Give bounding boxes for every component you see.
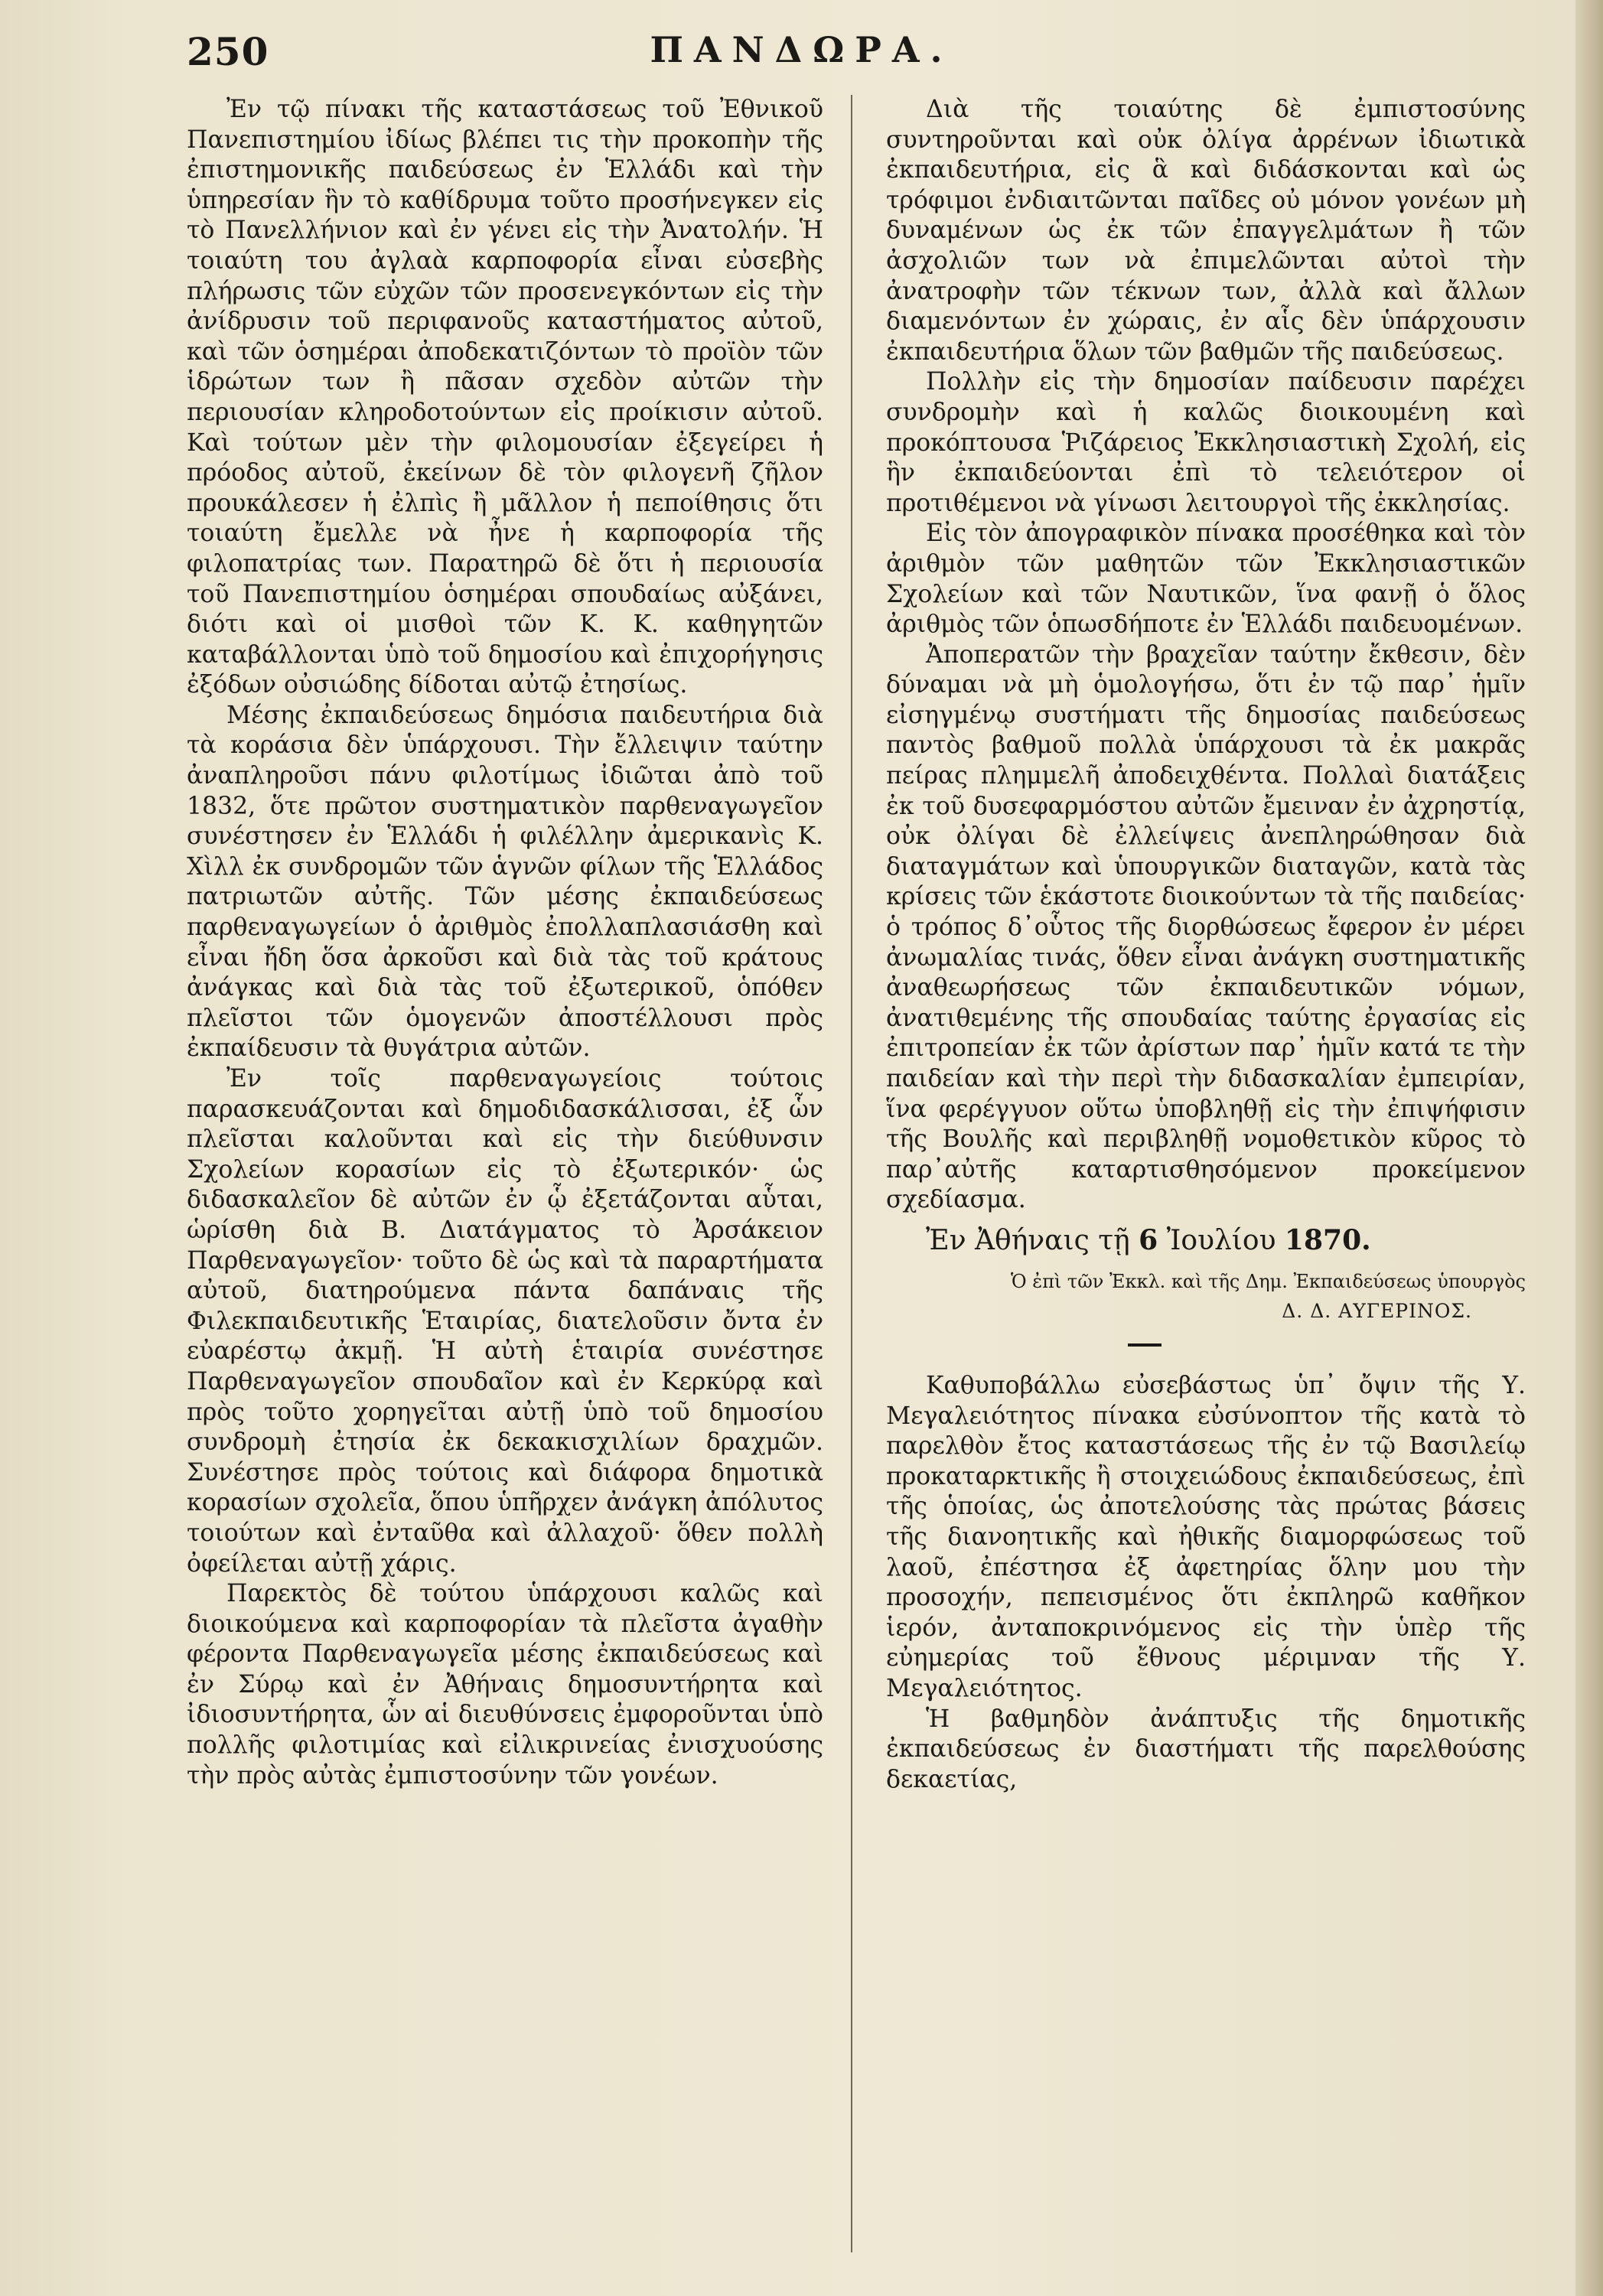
paragraph: Ἀποπερατῶν τὴν βραχεῖαν ταύτην ἔκθεσιν, δὲν δύναμαι νὰ μὴ ὁμολογήσω, ὅτι ἐν τῷ παρ᾽ ἡμῖν εἰσηγμένῳ συστήματι τῆς δημοσίας παιδεύσεως παντὸς βαθμοῦ πολλὰ ὑπάρχουσι τὰ ἐκ μακρᾶς πείρας πλημμελῆ ἀποδειχθέντα. Πολλαὶ διατάξεις ἐκ τοῦ δυσεφαρμόστου αὐτῶν ἔμειναν ἐν ἀχρηστίᾳ, οὐκ ὀλίγαι δὲ ἐλλείψεις ἀνεπληρώθησαν διὰ διαταγμάτων καὶ ὑπουργικῶν διαταγῶν, κατὰ τὰς κρίσεις τῶν ἑκάστοτε διοικούντων τὰ τῆς παιδείας· ὁ τρόπος δ᾽οὗτος τῆς διορθώσεως ἔφερον ἐν μέρει ἀνωμαλίας τινάς, ὅθεν εἶναι ἀνάγκη συστηματικῆς ἀναθεωρήσεως τῶν ἐκπαιδευτικῶν νόμων, ἀνατιθεμένης τῆς σπουδαίας ταύτης ἐργασίας εἰς ἐπιτροπείαν ἐκ τῶν ἀρίστων παρ᾽ ἡμῖν κατά τε τὴν παιδείαν καὶ τὴν περὶ τὴν διδασκαλίαν ἐμπειρίαν, ἵνα φερέγγυον οὕτω ὑποβληθῇ εἰς τὴν ἐπιψήφισιν τῆς Βουλῆς καὶ περιβληθῇ νομοθετικὸν κῦρος τὸ παρ᾽αὐτῆς καταρτισθησόμενον προκείμενον σχεδίασμα. [886, 640, 1526, 1214]
page-header [0, 29, 1603, 83]
signature-office: Ὁ ἐπὶ τῶν Ἐκκλ. καὶ τῆς Δημ. Ἐκπαιδεύσεως ὑπουργὸς [1010, 1270, 1526, 1292]
date-prefix: Ἐν Ἀθήναις τῇ [926, 1224, 1130, 1256]
paragraph: Ἡ βαθμηδὸν ἀνάπτυξις τῆς δημοτικῆς ἐκπαιδεύσεως ἐν διαστήματι τῆς παρελθούσης δεκαετίας, [886, 1705, 1526, 1793]
page-number: 250 [187, 29, 269, 74]
right-column [886, 95, 1526, 1795]
running-title: ΠΑΝΔΩΡΑ. [650, 29, 953, 70]
paragraph: Διὰ τῆς τοιαύτης δὲ ἐμπιστοσύνης συντηροῦνται καὶ οὐκ ὀλίγα ἀρρένων ἰδιωτικὰ ἐκπαιδευτήρια, εἰς ἃ καὶ διδάσκονται καὶ ὡς τρόφιμοι ἐνδιαιτῶνται παῖδες οὐ μόνον γονέων μὴ δυναμένων ὡς ἐκ τῶν ἐπαγγελμάτων ἢ τῶν ἀσχολιῶν των νὰ ἐπιμελῶνται αὐτοὶ τὴν ἀνατροφὴν τῶν τέκνων των, ἀλλὰ καὶ ἄλλων διαμενόντων ἐν χώραις, ἐν αἷς δὲν ὑπάρχουσιν ἐκπαιδευτήρια ὅλων τῶν βαθμῶν τῆς παιδεύσεως. [886, 96, 1526, 366]
date-month: Ἰουλίου [1166, 1224, 1276, 1256]
paragraph: Ἐν τοῖς παρθεναγωγείοις τούτοις παρασκευάζονται καὶ δημοδιδασκάλισσαι, ἐξ ὧν πλεῖσται καλοῦνται καὶ εἰς τὴν διεύθυνσιν Σχολείων κορασίων εἰς τὸ ἐξωτερικόν· ὡς διδασκαλεῖον δὲ αὐτῶν ἐν ᾧ ἐξετάζονται αὗται, ὡρίσθη διὰ Β. Διατάγματος τὸ Ἀρσάκειον Παρθεναγωγεῖον· τοῦτο δὲ ὡς καὶ τὰ παραρτήματα αὐτοῦ, διατηρούμενα πάντα δαπάναις τῆς Φιλεκπαιδευτικῆς Ἑταιρίας, διατελοῦσιν ὄντα ἐν εὐαρέστῳ ἀκμῇ. Ἡ αὐτὴ ἑταιρία συνέστησε Παρθεναγωγεῖον σπουδαῖον καὶ ἐν Κερκύρᾳ καὶ πρὸς τοῦτο χορηγεῖται αὐτῇ ὑπὸ τοῦ δημοσίου συνδρομὴ ἐτησία ἐκ δεκακισχιλίων δραχμῶν. Συνέστησε πρὸς τούτοις καὶ διάφορα δημοτικὰ κορασίων σχολεῖα, ὅπου ὑπῆρχεν ἀνάγκη ἀπόλυτος τοιούτων καὶ ἐνταῦθα καὶ ἀλλαχοῦ· ὅθεν πολλὴ ὀφείλεται αὐτῇ χάρις. [187, 1065, 823, 1578]
page-edge [1575, 0, 1603, 2296]
paragraph: Εἰς τὸν ἀπογραφικὸν πίνακα προσέθηκα καὶ τὸν ἀριθμὸν τῶν μαθητῶν τῶν Ἐκκλησιαστικῶν Σχολείων καὶ τῶν Ναυτικῶν, ἵνα φανῇ ὁ ὅλος ἀριθμὸς τῶν ὁπωσδήποτε ἐν Ἑλλάδι παιδευομένων. [886, 519, 1526, 639]
signature-name: Δ. Δ. ΑΥΓΕΡΙΝΟΣ. [1282, 1299, 1472, 1322]
paragraph: Παρεκτὸς δὲ τούτου ὑπάρχουσι καλῶς καὶ διοικούμενα καὶ καρποφορίαν τὰ πλεῖστα ἀγαθὴν φέροντα Παρθεναγωγεῖα μέσης ἐκπαιδεύσεως καὶ ἐν Σύρῳ καὶ ἐν Ἀθήναις δημοσυντήρητα καὶ ἰδιοσυντήρητα, ὧν αἱ διευθύνσεις ἐμφοροῦνται ὑπὸ πολλῆς φιλοτιμίας καὶ εἰλικρινείας ἐνισχυούσης τὴν πρὸς αὐτὰς ἐμπιστοσύνην τῶν γονέων. [187, 1580, 823, 1790]
date-day: 6 [1139, 1223, 1158, 1256]
paragraph: Ἐν τῷ πίνακι τῆς καταστάσεως τοῦ Ἐθνικοῦ Πανεπιστημίου ἰδίως βλέπει τις τὴν προκοπὴν τῆς ἐπιστημονικῆς παιδεύσεως ἐν Ἑλλάδι καὶ τὴν ὑπηρεσίαν ἣν τὸ καθίδρυμα τοῦτο προσήνεγκεν εἰς τὸ Πανελλήνιον καὶ ἐν γένει εἰς τὴν Ἀνατολήν. Ἡ τοιαύτη του ἀγλαὰ καρποφορία εἶναι εὐσεβὴς πλήρωσις τῶν εὐχῶν τῶν προσενεγκόντων εἰς τὴν ἀνίδρυσιν τοῦ περιφανοῦς καταστήματος αὐτοῦ, καὶ τῶν ὁσημέραι ἀποδεκατιζόντων τὸ προϊὸν τῶν ἱδρώτων των ἢ πᾶσαν σχεδὸν αὐτῶν τὴν περιουσίαν κληροδοτούντων εἰς προίκισιν αὐτοῦ. Καὶ τούτων μὲν τὴν φιλομουσίαν ἐξεγείρει ἡ πρόοδος αὐτοῦ, ἐκείνων δὲ τὸν φιλογενῆ ζῆλον προυκάλεσεν ἡ ἐλπὶς ἢ μᾶλλον ἡ πεποίθησις ὅτι τοιαύτη ἔμελλε νὰ ἦνε ἡ καρποφορία τῆς φιλοπατρίας των. Παρατηρῶ δὲ ὅτι ἡ περιουσία τοῦ Πανεπιστημίου ὁσημέραι σπουδαίως αὐξάνει, διότι καὶ οἱ μισθοὶ τῶν Κ. Κ. καθηγητῶν καταβάλλονται ὑπὸ τοῦ δημοσίου καὶ ἐπιχορήγησις ἐξόδων οὐσιώδης δίδοται αὐτῷ ἐτησίως. [187, 96, 823, 699]
paragraph: Πολλὴν εἰς τὴν δημοσίαν παίδευσιν παρέχει συνδρομὴν καὶ ἡ καλῶς διοικουμένη καὶ προκόπτουσα Ῥιζάρειος Ἐκκλησιαστικὴ Σχολή, εἰς ἣν ἐκπαιδεύονται ἐπὶ τὸ τελειότερον οἱ προτιθέμενοι νὰ γίνωσι λειτουργοὶ τῆς ἐκκλησίας. [886, 368, 1526, 517]
section-separator [1128, 1343, 1162, 1347]
paragraph: Μέσης ἐκπαιδεύσεως δημόσια παιδευτήρια διὰ τὰ κοράσια δὲν ὑπάρχουσι. Τὴν ἔλλειψιν ταύτην ἀναπληροῦσι πάνυ φιλοτίμως ἰδιῶται ἀπὸ τοῦ 1832, ὅτε πρῶτον συστηματικὸν παρθεναγωγεῖον συνέστησεν ἐν Ἑλλάδι ἡ φιλέλλην ἀμερικανὶς Κ. Χὶλλ ἐκ συνδρομῶν τῶν ἁγνῶν φίλων τῆς Ἑλλάδος πατριωτῶν αὐτῆς. Τῶν μέσης ἐκπαιδεύσεως παρθεναγωγείων ὁ ἀριθμὸς ἐπολλαπλασιάσθη καὶ εἶναι ἤδη ὅσα ἀρκοῦσι καὶ διὰ τὰς τοῦ κράτους ἀνάγκας καὶ διὰ τὰς τοῦ ἐξωτερικοῦ, ὁπόθεν πλεῖστοι τῶν ὁμογενῶν ἀποστέλλουσι πρὸς ἐκπαίδευσιν τὰ θυγάτρια αὐτῶν. [187, 701, 823, 1063]
column-divider [851, 95, 852, 2252]
date-year: 1870. [1284, 1223, 1371, 1256]
paragraph: Καθυποβάλλω εὐσεβάστως ὑπ᾽ ὄψιν τῆς Υ. Μεγαλειότητος πίνακα εὐσύνοπτον τῆς κατὰ τὸ παρελθὸν ἔτος καταστάσεως τῆς ἐν τῷ Βασιλείῳ προκαταρκτικῆς ἢ στοιχειώδους ἐκπαιδεύσεως, ἐπὶ τῆς ὁποίας, ὡς ἀποτελούσης τὰς πρώτας βάσεις τῆς διανοητικῆς καὶ ἠθικῆς διαμορφώσεως τοῦ λαοῦ, ἐπέστησα ἐξ ἀφετηρίας ὅλην μου τὴν προσοχήν, πεπεισμένος ὅτι ἐκπληρῶ καθῆκον ἱερόν, ἀνταποκρινόμενος εἰς τὴν ὑπὲρ τῆς εὐημερίας τοῦ ἔθνους μέριμναν τῆς Υ. Μεγαλειότητος. [886, 1371, 1526, 1702]
left-column [187, 95, 823, 1791]
date-line [886, 1222, 1526, 1259]
